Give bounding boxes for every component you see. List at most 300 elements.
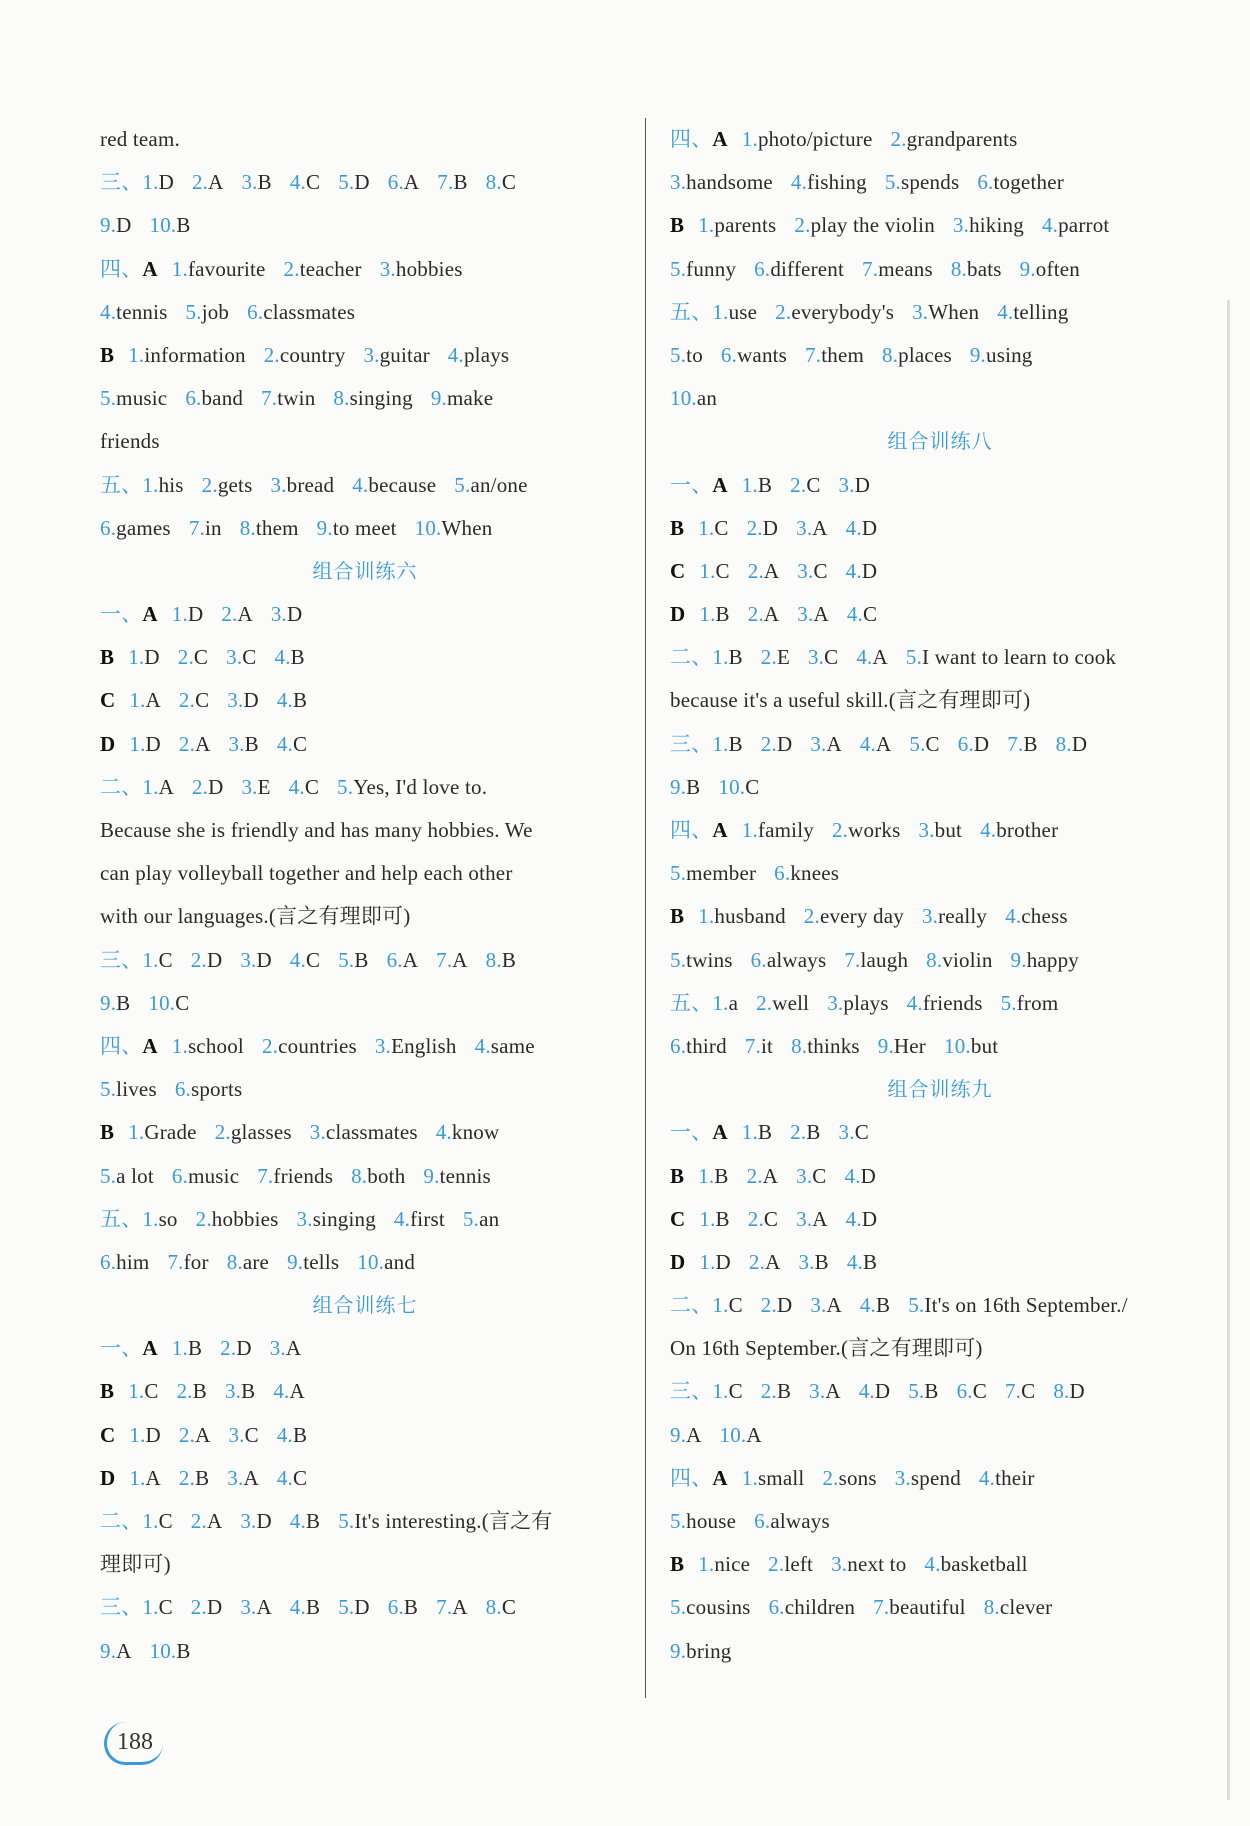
answer-text: A <box>158 774 174 799</box>
item-number: 7. <box>805 342 822 367</box>
answer-line <box>100 1586 630 1629</box>
item-number: 4. <box>288 774 305 799</box>
answer-text: B <box>195 1465 210 1490</box>
answer-text: A <box>746 1422 762 1447</box>
item-number: 9. <box>1010 947 1027 972</box>
item-number: 3. <box>224 1379 242 1404</box>
answer-text: clever <box>999 1595 1053 1620</box>
answer-text: A <box>195 731 211 756</box>
answer-line <box>670 291 1210 334</box>
answer-text: an <box>696 386 718 411</box>
answer-text: job <box>201 299 230 324</box>
answer-line <box>670 723 1210 766</box>
item-number: 3. <box>894 1465 911 1490</box>
item-number: 6. <box>977 170 994 195</box>
answer-text: C <box>1021 1379 1036 1404</box>
item-number: 4. <box>844 1163 861 1188</box>
item-number: 2. <box>790 472 807 497</box>
answer-text: handsome <box>686 170 773 195</box>
item-number: 3. <box>807 645 825 670</box>
item-number: 4. <box>790 170 808 195</box>
item-number: 4. <box>274 645 291 670</box>
answer-line <box>670 766 1210 809</box>
item-number: 1. <box>142 774 159 799</box>
answer-text: D <box>256 1509 272 1533</box>
item-number: 1. <box>712 731 729 756</box>
item-number: 8. <box>485 947 502 972</box>
item-number: 5. <box>454 472 471 497</box>
answer-line <box>670 464 1210 507</box>
answer-text: A <box>403 170 420 195</box>
answer-text: play the violin <box>810 213 935 238</box>
answer-text: using <box>986 342 1033 367</box>
answer-text: C <box>501 170 517 195</box>
answer-text: are <box>242 1249 270 1274</box>
item-number: 1. <box>142 1206 159 1231</box>
item-number: 1. <box>698 213 715 238</box>
item-number: 6. <box>386 947 403 972</box>
answer-text: C <box>292 1465 308 1490</box>
answer-text: guitar <box>379 342 430 367</box>
item-number: 4. <box>276 688 293 713</box>
answer-text: Her <box>893 1033 927 1058</box>
answer-text: C <box>806 472 821 497</box>
answer-text: C <box>854 1120 869 1145</box>
item-number: 2. <box>803 904 820 929</box>
answer-text: D <box>861 558 878 583</box>
answer-line <box>100 723 630 766</box>
item-number: 4. <box>289 1595 306 1620</box>
item-number: 4. <box>276 1422 293 1447</box>
answer-text: C <box>175 990 190 1015</box>
part-label: A <box>712 127 728 151</box>
item-number: 3. <box>270 602 287 627</box>
item-number: 3. <box>838 472 855 497</box>
answer-text: B <box>757 472 773 497</box>
answer-text: country <box>279 342 346 367</box>
section-number: 一、 <box>670 1120 713 1145</box>
item-number: 4. <box>858 1379 875 1404</box>
item-number: 3. <box>796 1163 813 1188</box>
section-title: 组合训练七 <box>312 1293 418 1318</box>
answer-line <box>100 1370 630 1413</box>
section-number: 五、 <box>670 990 713 1015</box>
answer-text: C <box>763 1206 779 1231</box>
item-number: 2. <box>760 1293 777 1318</box>
answer-line <box>670 1284 1210 1327</box>
answer-text: happy <box>1026 947 1080 972</box>
answer-text: A <box>237 602 253 627</box>
answer-text: B <box>116 990 131 1015</box>
answer-text: D <box>243 688 259 713</box>
answer-text: A <box>145 1465 161 1490</box>
answer-line <box>670 377 1210 420</box>
item-number: 2. <box>283 256 300 281</box>
answer-text: B <box>876 1293 891 1318</box>
item-number: 6. <box>174 1077 191 1102</box>
item-number: 2. <box>760 645 777 670</box>
answer-line <box>100 248 630 291</box>
answer-text: D <box>861 1206 878 1231</box>
section-number: 五、 <box>100 472 143 497</box>
section-number: 三、 <box>100 1595 143 1620</box>
item-number: 1. <box>699 1206 716 1231</box>
answer-text: A <box>402 947 419 972</box>
item-number: 2. <box>201 472 218 497</box>
item-number: 5. <box>338 1595 355 1620</box>
item-number: 9. <box>316 515 333 540</box>
answer-text: C <box>728 1379 743 1404</box>
answer-line <box>670 1155 1210 1198</box>
item-number: 2. <box>746 1163 763 1188</box>
item-number: 6. <box>768 1595 785 1620</box>
answer-line <box>100 895 630 938</box>
item-number: 1. <box>698 904 715 929</box>
answer-text: everybody's <box>791 299 895 324</box>
answer-line <box>670 852 1210 895</box>
item-number: 1. <box>699 1249 716 1274</box>
answer-text: B <box>862 1249 878 1274</box>
answer-text: information <box>144 342 246 367</box>
part-label: C <box>100 688 116 713</box>
answer-text: B <box>292 688 308 713</box>
item-number: 7. <box>844 947 861 972</box>
answer-line <box>100 161 630 204</box>
answer-text: violin <box>942 947 993 972</box>
answer-text: B <box>501 947 517 972</box>
item-number: 5. <box>670 256 687 281</box>
answer-text: together <box>993 170 1064 195</box>
answer-text: basketball <box>940 1552 1028 1577</box>
answer-text: It's interesting.(言之有 <box>354 1509 553 1533</box>
item-number: 3. <box>912 299 929 324</box>
answer-text: so <box>158 1206 178 1231</box>
answer-text: D <box>762 515 779 540</box>
answer-text: bats <box>967 256 1002 281</box>
answer-text: really <box>938 904 988 929</box>
answer-text: C <box>925 731 940 756</box>
item-number: 8. <box>926 947 943 972</box>
item-number: 2. <box>191 774 209 799</box>
item-number: 2. <box>794 213 811 238</box>
answer-line <box>670 593 1210 636</box>
answer-line <box>100 1327 630 1370</box>
answer-text: tennis <box>116 299 168 324</box>
answer-line <box>100 679 630 722</box>
item-number: 1. <box>699 602 716 627</box>
item-number: 1. <box>142 472 159 497</box>
item-number: 2. <box>747 558 764 583</box>
answer-line <box>670 1111 1210 1154</box>
item-number: 9. <box>670 774 687 799</box>
item-number: 1. <box>712 1379 729 1404</box>
item-number: 2. <box>178 731 196 756</box>
answer-text: well <box>772 990 810 1015</box>
answer-text: music <box>188 1163 240 1188</box>
answer-text: B <box>924 1379 939 1404</box>
item-number: 4. <box>276 731 293 756</box>
item-number: 9. <box>100 990 117 1015</box>
answer-text: Yes, I'd love to. <box>353 774 488 799</box>
item-number: 1. <box>128 645 145 670</box>
answer-text: A <box>195 1422 211 1447</box>
item-number: 2. <box>177 645 194 670</box>
answer-text: grandparents <box>906 127 1018 151</box>
answer-line <box>670 550 1210 593</box>
answer-text: D <box>860 1163 877 1188</box>
item-number: 4. <box>276 1465 293 1490</box>
item-number: 4. <box>845 1206 862 1231</box>
item-number: 3. <box>797 558 814 583</box>
item-number: 7. <box>188 515 205 540</box>
item-number: 2. <box>263 342 280 367</box>
answer-text: friends <box>100 429 160 454</box>
item-number: 6. <box>956 1379 973 1404</box>
answer-text: D <box>973 731 990 756</box>
answer-line <box>670 636 1210 679</box>
section-number: 二、 <box>100 774 143 799</box>
answer-text: means <box>878 256 933 281</box>
answer-text: different <box>770 256 845 281</box>
item-number: 1. <box>171 1336 188 1361</box>
item-number: 3. <box>240 1509 257 1533</box>
answer-line <box>100 1025 630 1068</box>
answer-line <box>670 809 1210 852</box>
item-number: 5. <box>908 1379 925 1404</box>
answer-text: B <box>244 731 259 756</box>
answer-text: D <box>776 731 793 756</box>
answer-text: D <box>1071 731 1088 756</box>
item-number: 4. <box>447 342 464 367</box>
section-number: 三、 <box>670 1379 713 1404</box>
answer-text: D <box>206 947 223 972</box>
item-number: 4. <box>859 731 876 756</box>
part-label: D <box>100 731 116 756</box>
answer-text: tells <box>303 1249 340 1274</box>
item-number: 2. <box>822 1465 839 1490</box>
item-number: 3. <box>952 213 970 238</box>
answer-text: C <box>812 1163 827 1188</box>
answer-text: D <box>158 170 174 195</box>
item-number: 5. <box>670 947 687 972</box>
item-number: 8. <box>1053 1379 1070 1404</box>
item-number: 3. <box>796 1206 813 1231</box>
part-label: A <box>142 256 158 281</box>
part-label: D <box>100 1465 116 1490</box>
answer-text: C <box>813 558 828 583</box>
item-number: 10. <box>719 1422 747 1447</box>
answer-line <box>670 248 1210 291</box>
item-number: 2. <box>195 1206 212 1231</box>
answer-text: C <box>745 774 760 799</box>
answer-text: C <box>728 1293 743 1318</box>
answer-text: works <box>848 818 901 842</box>
item-number: 2. <box>768 1552 785 1577</box>
answer-text: A <box>145 688 161 713</box>
section-number: 二、 <box>100 1509 143 1533</box>
answer-text: D <box>861 515 878 540</box>
answer-text: every day <box>819 904 904 929</box>
answer-text: teacher <box>299 256 362 281</box>
item-number: 5. <box>908 1293 925 1318</box>
answer-line <box>100 1155 630 1198</box>
item-number: 5. <box>338 170 355 195</box>
answer-text: C <box>862 602 878 627</box>
item-number: 5. <box>909 731 926 756</box>
item-number: 10. <box>944 1033 971 1058</box>
answer-line <box>670 1198 1210 1241</box>
item-number: 6. <box>171 1163 189 1188</box>
answer-text: parrot <box>1058 213 1110 238</box>
answer-text: places <box>898 342 952 367</box>
answer-text: hobbies <box>395 256 463 281</box>
answer-text: them <box>821 342 865 367</box>
answer-text: often <box>1035 256 1080 281</box>
answer-text: countries <box>278 1033 357 1058</box>
item-number: 1. <box>129 688 146 713</box>
answer-line <box>100 1543 630 1586</box>
item-number: 1. <box>712 645 729 670</box>
answer-text: gets <box>217 472 253 497</box>
item-number: 8. <box>485 1595 502 1620</box>
item-number: 5. <box>100 1163 117 1188</box>
part-label: B <box>670 1552 685 1577</box>
item-number: 4. <box>924 1552 941 1577</box>
item-number: 3. <box>797 602 814 627</box>
item-number: 6. <box>754 1509 771 1533</box>
item-number: 1. <box>698 515 715 540</box>
item-number: 3. <box>921 904 939 929</box>
answer-text: always <box>766 947 827 972</box>
item-number: 9. <box>969 342 986 367</box>
item-number: 3. <box>670 170 687 195</box>
item-number: 3. <box>226 645 243 670</box>
answer-text: D <box>776 1293 793 1318</box>
answer-line <box>100 1500 630 1543</box>
answer-line <box>100 1241 630 1284</box>
item-number: 2. <box>191 170 209 195</box>
answer-line <box>100 1198 630 1241</box>
answer-text: B <box>354 947 369 972</box>
answer-line <box>670 1586 1210 1629</box>
answer-line <box>670 1414 1210 1457</box>
answer-line <box>100 1111 630 1154</box>
answer-text: D <box>354 170 370 195</box>
answer-line <box>100 507 630 550</box>
item-number: 1. <box>142 947 159 972</box>
section-number: 二、 <box>670 645 713 670</box>
item-number: 5. <box>670 1509 687 1533</box>
item-number: 2. <box>178 688 196 713</box>
item-number: 7. <box>436 1595 453 1620</box>
answer-text: thinks <box>807 1033 860 1058</box>
item-number: 9. <box>670 1422 687 1447</box>
answer-text: A <box>686 1422 702 1447</box>
answer-text: B <box>814 1249 829 1274</box>
answer-line <box>100 852 630 895</box>
item-number: 1. <box>128 342 145 367</box>
answer-text: fishing <box>807 170 867 195</box>
answer-text: English <box>391 1033 457 1058</box>
item-number: 1. <box>171 602 188 627</box>
item-number: 1. <box>712 990 729 1015</box>
part-label: B <box>100 1379 115 1404</box>
item-number: 4. <box>289 1509 306 1533</box>
answer-text: A <box>826 1293 842 1318</box>
item-number: 1. <box>171 256 188 281</box>
answer-text: D <box>236 1336 252 1361</box>
section-number: 四、 <box>100 1033 143 1058</box>
item-number: 2. <box>790 1120 807 1145</box>
answer-text: A <box>208 170 224 195</box>
answer-text: 理即可) <box>100 1552 171 1577</box>
part-label: A <box>712 472 728 497</box>
answer-text: lives <box>116 1077 157 1102</box>
answer-line <box>100 420 630 463</box>
answer-text: children <box>784 1595 856 1620</box>
answer-text: D <box>1069 1379 1085 1404</box>
item-number: 4. <box>856 645 873 670</box>
item-number: 5. <box>905 645 923 670</box>
item-number: 8. <box>333 386 350 411</box>
answer-text: funny <box>686 256 737 281</box>
item-number: 6. <box>387 1595 404 1620</box>
answer-text: D <box>287 602 303 627</box>
answer-text: left <box>784 1552 814 1577</box>
item-number: 1. <box>128 1379 145 1404</box>
item-number: 3. <box>269 1336 286 1361</box>
answer-text: use <box>728 299 758 324</box>
item-number: 3. <box>241 774 258 799</box>
item-number: 3. <box>241 170 258 195</box>
section-title: 组合训练八 <box>887 429 993 454</box>
item-number: 7. <box>873 1595 890 1620</box>
answer-text: beautiful <box>889 1595 966 1620</box>
item-number: 3. <box>240 947 257 972</box>
section-number: 一、 <box>100 1336 143 1361</box>
item-number: 5. <box>185 299 202 324</box>
answer-text: D <box>206 1595 223 1620</box>
part-label: A <box>142 1336 158 1361</box>
answer-text: A <box>762 1163 779 1188</box>
answer-line <box>670 507 1210 550</box>
answer-text: first <box>410 1206 445 1231</box>
item-number: 9. <box>100 1638 117 1663</box>
answer-text: C <box>824 645 839 670</box>
answer-text: D <box>854 472 871 497</box>
answer-text: C <box>158 1509 173 1533</box>
answer-text: B <box>192 1379 207 1404</box>
answer-text: C <box>244 1422 259 1447</box>
answer-text: know <box>451 1120 500 1145</box>
answer-text: B <box>306 1595 321 1620</box>
item-number: 4. <box>846 1249 863 1274</box>
section-number: 三、 <box>670 731 713 756</box>
answer-text: classmates <box>325 1120 418 1145</box>
answer-text: A <box>256 1595 272 1620</box>
answer-text: B <box>290 645 305 670</box>
answer-text: laugh <box>860 947 909 972</box>
answer-line <box>100 118 630 161</box>
answer-text: B <box>453 170 468 195</box>
answer-line <box>670 204 1210 247</box>
item-number: 4. <box>845 558 862 583</box>
answer-text: A <box>285 1336 302 1361</box>
section-number: 四、 <box>100 256 143 281</box>
item-number: 2. <box>178 1465 196 1490</box>
answer-line <box>670 1025 1210 1068</box>
item-number: 1. <box>129 731 146 756</box>
